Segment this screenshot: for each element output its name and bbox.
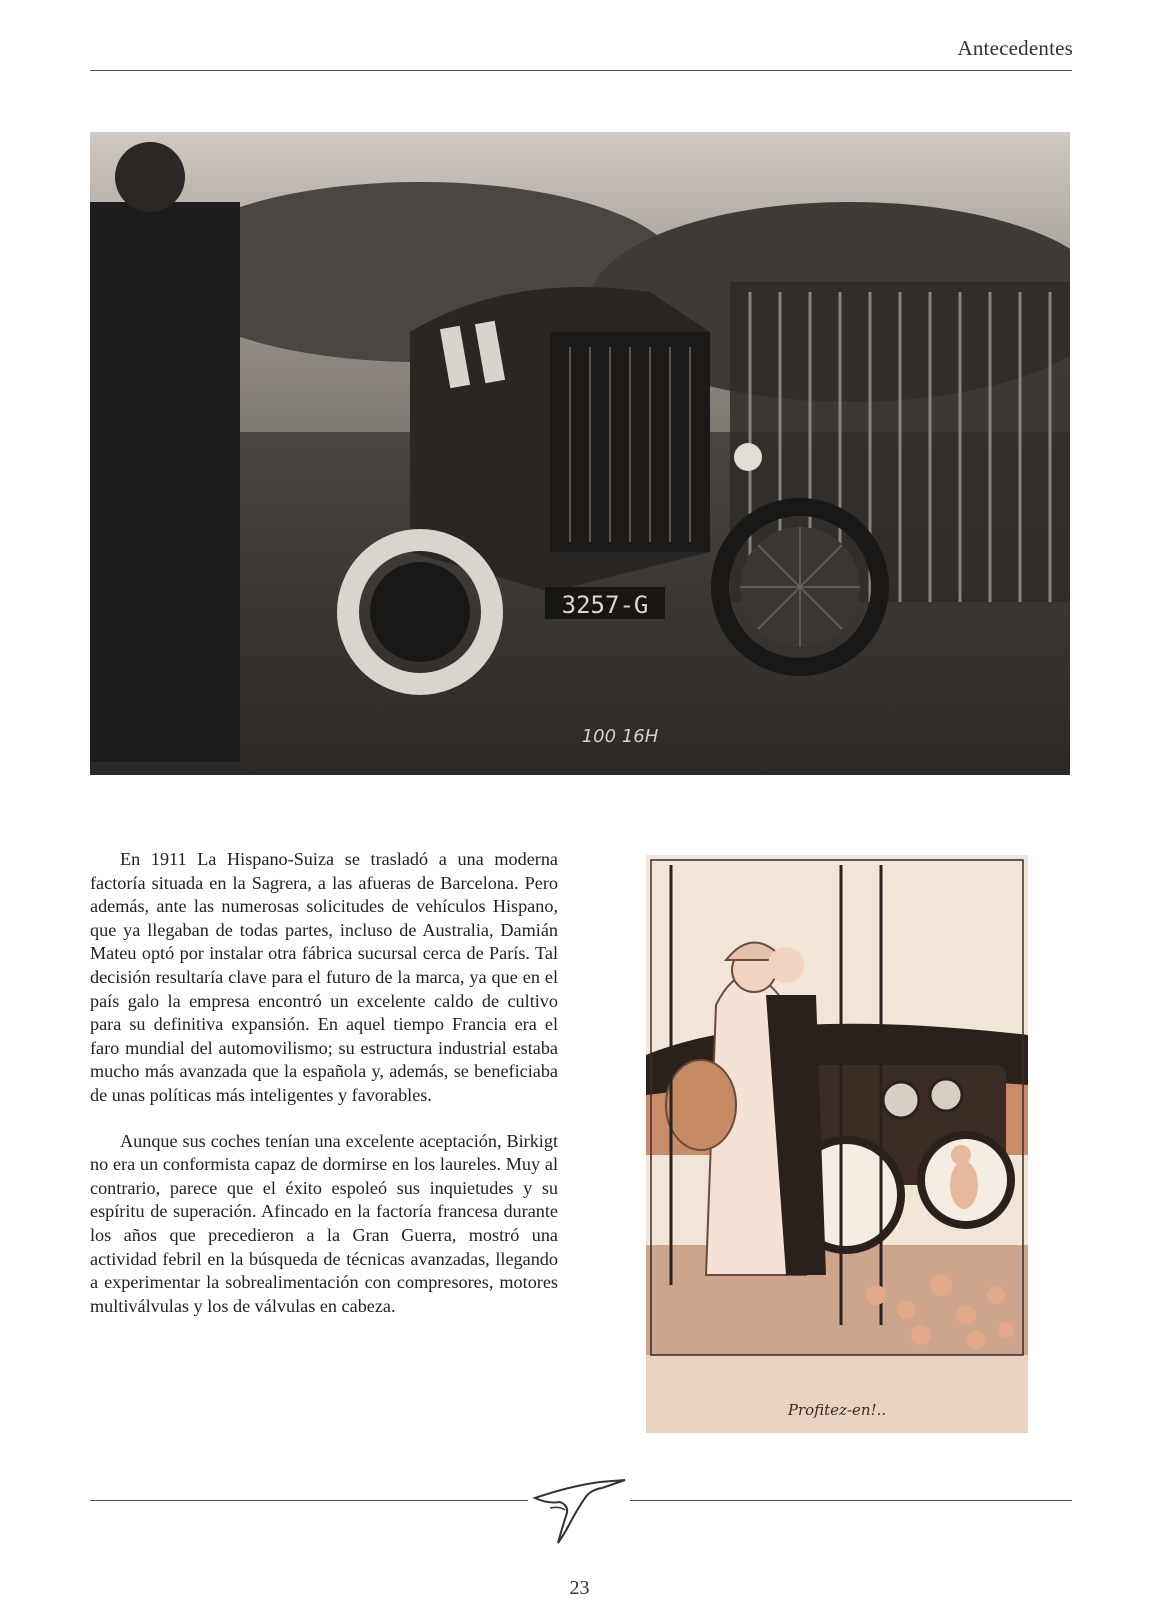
negative-number: 100 16H — [581, 726, 659, 747]
page-number: 23 — [569, 1577, 590, 1599]
vintage-poster — [646, 855, 1028, 1433]
footer-rule-right — [630, 1500, 1072, 1501]
running-header: Antecedentes — [957, 36, 1073, 60]
paragraph: Aunque sus coches tenían una excelente aceptación, Birkigt no era un conformista capaz de dormirse en los laureles. Muy al contrario, parece que el éxito espoleó sus inquietudes y su espíritu de superación. Afincado en la factoría francesa durante los años que precedieron a la Gran Guerra, mostró una actividad febril en la búsqueda de técnicas avanzadas, llegando a experimentar la sobrealimentación con compresores, motores multiválvulas y los de válvulas en cabeza. — [90, 1130, 558, 1316]
poster-caption: Profitez-en!.. — [787, 1401, 887, 1419]
body-text — [90, 848, 558, 1340]
license-plate: 3257-G — [561, 591, 649, 619]
racing-car-photo-icon — [90, 132, 1070, 775]
footer-rule-left — [90, 1500, 528, 1501]
paragraph: En 1911 La Hispano-Suiza se trasladó a una moderna factoría situada en la Sagrera, a las afueras de Barcelona. Pero además, ante las numerosas solicitudes de vehículos Hispano, que ya llegaban de todas partes, incluso de Australia, Damián Mateu optó por instalar otra fábrica sucursal cerca de París. Tal decisión resultaría clave para el futuro de la marca, ya que en el país galo la empresa encontró un excelente caldo de cultivo para su definitiva expansión. En aquel tiempo Francia era el faro mundial del automovilismo; su estructura industrial estaba mucho más avanzada que la española y, además, se beneficiaba de unas políticas más inteligentes y favorables. — [90, 849, 558, 1105]
racing-car-photo — [90, 132, 1070, 775]
vintage-poster-illustration-icon — [646, 855, 1028, 1433]
stork-logo-icon — [530, 1468, 630, 1548]
header-rule — [90, 70, 1072, 71]
